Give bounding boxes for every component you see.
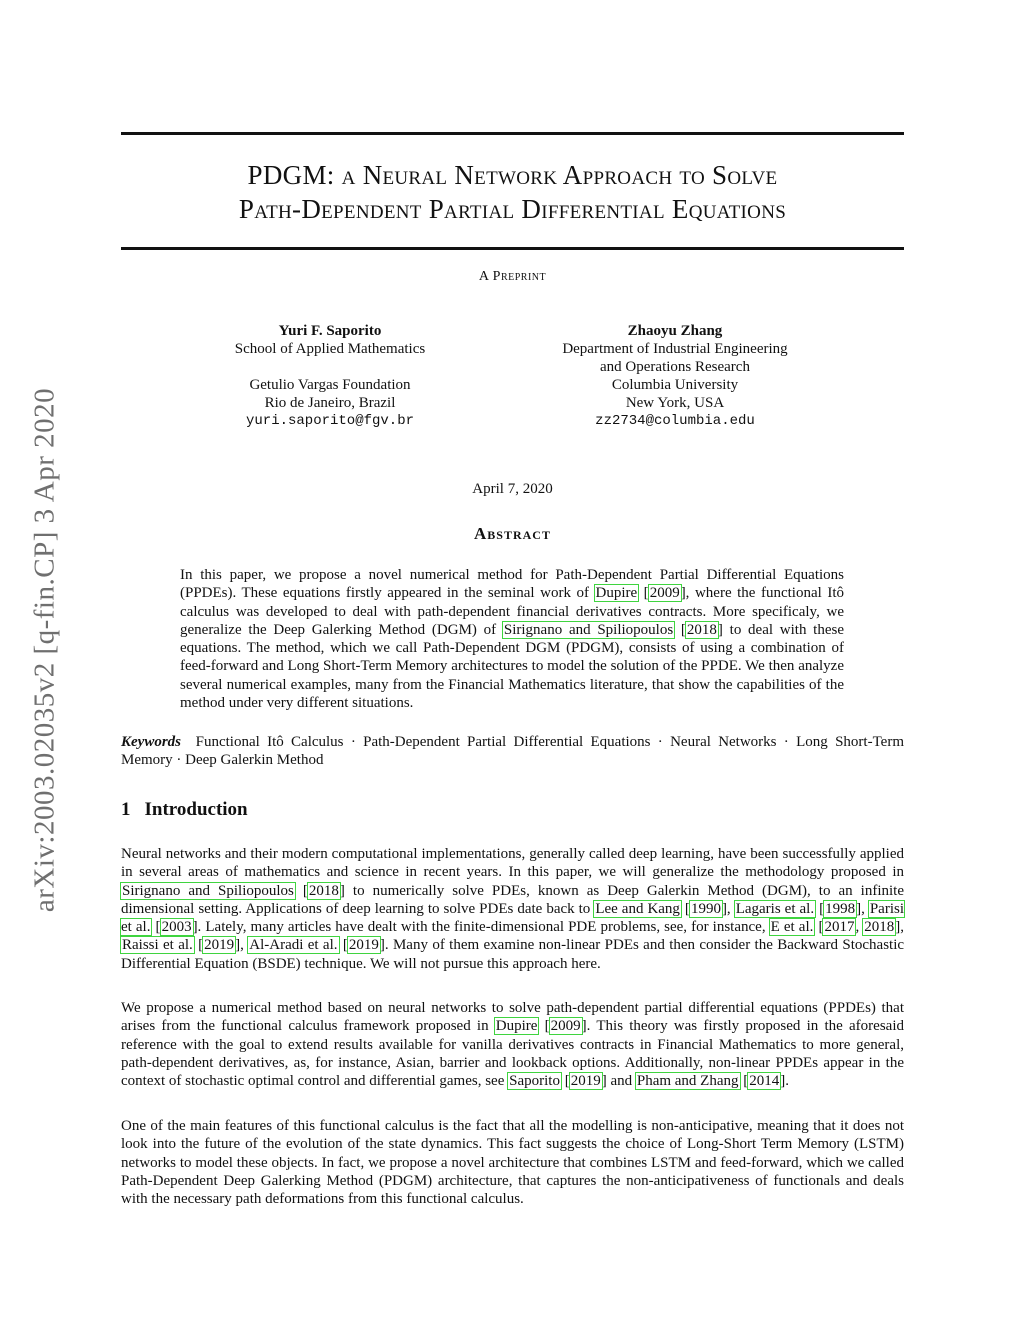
text-run: [ (638, 585, 649, 602)
citation-year-link[interactable]: 2019 (348, 937, 379, 954)
paper-title (121, 158, 904, 226)
text-run: ]. (780, 1073, 790, 1090)
intro-paragraph-3: One of the main features of this functional calculus is the fact that all the modelling is non-anticipative, meaning that it does not look into the future of the evolution of the state dynamics. This fact suggests the choice of Long-Short Term Memory (LSTM) networks to model these objects. In fact, we propose a novel architecture that combines LSTM and feed-forward, which we called Path-Dependent Deep Galerking Method (PDGM) architecture, that captures the non-anticipativeness of functionals and deals with the necessary path deformations from this functional calculus. (121, 1118, 904, 1208)
text-run: [ (151, 919, 161, 936)
author-location: Rio de Janeiro, Brazil (264, 395, 396, 411)
text-run: ], where the functional Itô calculus was developed to deal with path-dependent financial derivatives contracts. More specificaly, we generalize the Deep Galerking Method (DGM) of (180, 585, 844, 638)
text-run: ] to deal with these equations. The method, which we call Path-Dependent DGM (PDGM), consists of using a combination of feed-forward and Long Short-Term Memory architectures to model the solution of the PPDE. We then analyze several numerical examples, many from the Financial Mathematics literature, that show the capabilities of the method under very different situations. (180, 621, 844, 712)
intro-paragraph-2 (121, 999, 904, 1090)
citation-link[interactable]: Al-Aradi et al. (249, 937, 338, 954)
author-block-1 (200, 322, 460, 430)
author-affiliation: Columbia University (611, 377, 739, 393)
citation-year-link[interactable]: 2018 (686, 621, 717, 638)
citation-link[interactable]: Dupire (495, 1018, 538, 1035)
title-line1: : a Neural Network Approach to Solve (326, 160, 778, 190)
author-affiliation: School of Applied Mathematics (234, 341, 426, 357)
section-title: Introduction (144, 799, 248, 820)
citation-year-link[interactable]: 2019 (570, 1073, 601, 1090)
citation-link[interactable]: Raissi et al. (122, 937, 193, 954)
arxiv-sidebar: arXiv:2003.02035v2 [q-fin.CP] 3 Apr 2020 (28, 387, 61, 913)
author-affiliation: and Operations Research (600, 359, 750, 375)
text-run: [ (193, 937, 204, 954)
text-run: We propose a numerical method based on neural networks to solve path-dependent partial differential equations (PPDEs) that arises from the functional calculus framework proposed in (121, 1000, 904, 1035)
author-affiliation: Getulio Vargas Foundation (249, 377, 411, 393)
section-number: 1 (121, 799, 131, 820)
author-location: New York, USA (625, 395, 725, 411)
text-run: ] and (601, 1073, 636, 1090)
text-run: [ (814, 919, 824, 936)
citation-year-link[interactable]: 2019 (204, 937, 235, 954)
text-run: [ (294, 882, 308, 899)
citation-link[interactable]: Dupire (595, 585, 638, 602)
preprint-label: A Preprint (478, 269, 547, 284)
author-name: Yuri F. Saporito (278, 323, 382, 339)
citation-link[interactable]: Parisi et al. (121, 900, 904, 936)
keywords-label: Keywords (121, 734, 181, 750)
citation-year-link[interactable]: 2009 (649, 585, 680, 602)
title-line2: Path-Dependent Partial Differential Equations (238, 194, 787, 224)
text-run: ]. Many of them examine non-linear PDEs and then consider the Backward Stochastic Differential Equation (BSDE) technique. We will not pursue this approach here. (121, 937, 905, 972)
text-run: In this paper, we propose a novel numerical method for Path-Dependent Partial Differential Equations (PPDEs). These equations firstly appeared in the seminal work of (180, 567, 844, 602)
text-run: Neural networks and their modern computational implementations, generally called deep learning, have been successfully applied in several areas of mathematics and science in recent years. In this paper, we will generalize the methodology proposed in (121, 846, 904, 881)
text-run: [ (538, 1018, 550, 1035)
abstract-heading: Abstract (474, 524, 551, 543)
citation-year-link[interactable]: 1998 (825, 900, 856, 917)
citation-year-link[interactable]: 2018 (864, 919, 895, 936)
section-heading (121, 799, 248, 821)
citation-year-link[interactable]: 2003 (161, 919, 192, 936)
citation-link[interactable]: Lagaris et al. (735, 900, 815, 917)
author-email[interactable]: yuri.saporito@fgv.br (245, 413, 415, 429)
abstract-text (180, 566, 844, 712)
citation-link[interactable]: E et al. (770, 919, 814, 936)
citation-year-link[interactable]: 2018 (308, 882, 339, 899)
keywords-list: Functional Itô Calculus · Path-Dependent Partial Differential Equations · Neural Networks · Long Short-Term Memory · Deep Galerkin Method (121, 734, 905, 769)
text-run: [ (739, 1073, 749, 1090)
citation-link[interactable]: Lee and Kang (595, 900, 680, 917)
author-name: Zhaoyu Zhang (627, 323, 723, 339)
text-run: [ (338, 937, 348, 954)
citation-link[interactable]: Pham and Zhang (636, 1073, 739, 1090)
text-run: ], (856, 900, 869, 917)
text-run: ], (895, 919, 905, 936)
text-run: [ (560, 1073, 570, 1090)
text-run: , (855, 919, 864, 936)
citation-year-link[interactable]: 2009 (550, 1018, 581, 1035)
paper-date: April 7, 2020 (472, 481, 553, 497)
author-affiliation: Department of Industrial Engineering (562, 341, 788, 357)
citation-year-link[interactable]: 2014 (749, 1073, 780, 1090)
title-acronym: PDGM (247, 160, 327, 190)
citation-link[interactable]: Sirignano and Spiliopoulos (503, 621, 674, 638)
citation-year-link[interactable]: 2017 (824, 919, 855, 936)
citation-link[interactable]: Sirignano and Spiliopoulos (122, 882, 294, 899)
title-rule-bottom (121, 247, 904, 250)
text-run: [ (680, 900, 690, 917)
citation-year-link[interactable]: 1990 (690, 900, 721, 917)
text-run: ], (721, 900, 735, 917)
title-rule-top (121, 132, 904, 135)
keywords (121, 733, 904, 770)
text-run: [ (815, 900, 825, 917)
text-run: ]. Lately, many articles have dealt with the finite-dimensional PDE problems, see, for instance, (192, 919, 770, 936)
author-block-2 (530, 322, 820, 430)
citation-link[interactable]: Saporito (509, 1073, 560, 1090)
text-run: [ (674, 621, 686, 638)
intro-paragraph-1 (121, 845, 904, 973)
text-run: ] to numerically solve PDEs, known as Deep Galerkin Method (DGM), to an infinite dimensional setting. Applications of deep learning to solve PDEs date back to (121, 882, 904, 917)
text-run: ], (235, 937, 249, 954)
text-run: ]. This theory was firstly proposed in the aforesaid reference with the goal to extend results available for vanilla derivatives contracts in Financial Mathematics to more general, path-dependent derivatives, as, for instance, Asian, barrier and lookback options. Additionally, non-linear PPDEs appear in the context of stochastic optimal control and differential games, see (121, 1018, 904, 1090)
author-email[interactable]: zz2734@columbia.edu (595, 413, 755, 429)
